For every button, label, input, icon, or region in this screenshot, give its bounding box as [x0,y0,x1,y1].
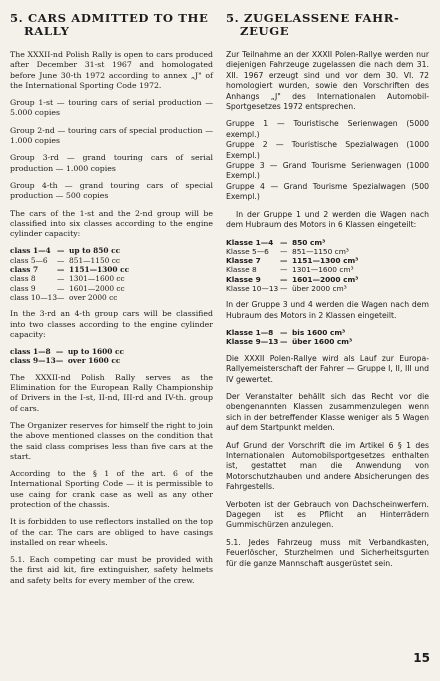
classes-table-2 [226,328,352,347]
class-row: class 7 — 1151—1300 cc [10,265,130,275]
class-row: Klasse 1—8 — bis 1600 cm³ [226,328,346,338]
intro-paragraph: The XXXII-nd Polish Rally is open to cars produced after December 31-st 1967 and homologated before June 30-th 1972 according to annex „J" of the International Sporting Code 1972. [10,50,213,90]
section-number: 5. [10,11,24,25]
class-row: class 1—4 — up to 850 cc [10,246,121,256]
group-3: Gruppe 3 — Grand Tourisme Serienwagen (1000 Exempl.) [226,161,429,181]
elimination-paragraph: The XXXII-nd Polish Rally serves as the Elimination for the European Rally Championship of Drivers in the I-st, II-nd, III-rd and IV-th. group of cars. [10,372,213,413]
classes-table [226,238,358,294]
classes-table-2 [10,347,124,366]
class-row: Klasse 9—13 — über 1600 cm³ [226,337,353,347]
group-1: Group 1-st — touring cars of serial production — 5.000 copies [10,98,213,118]
class-row: Klasse 7 — 1151—1300 cm³ [226,256,359,266]
class-row: class 5—6 — 851—1150 cc [10,255,120,265]
classes-intro: The cars of the 1-st and the 2-nd group will be classified into six classes according to the engine cylinder capacity: [10,208,213,239]
class-row: Klasse 1—4 — 850 cm³ [226,237,326,247]
class-row: class 9—13 — over 1600 cc [10,356,121,366]
section-number: 5. [226,11,240,25]
class-row: Klasse 8 — 1301—1600 cm³ [226,265,354,275]
section-title-english [10,12,213,38]
section-title-line2: ZEUGE [240,24,290,38]
class-row: Klasse 5—6 — 851—1150 cm³ [226,246,349,256]
intro-paragraph: Zur Teilnahme an der XXXII Polen-Rallye werden nur diejenigen Fahrzeuge zugelassen die nach dem 31. XII. 1967 erzeugt sind und vor dem 30. VI. 72 homologiert wurden, sowie den Vorschriften des Anhangs „J" des Internationalen Automobil-Sportgesetzes 1972 entsprechen. [226,50,429,112]
german-column [226,12,429,576]
groups-list [226,119,429,202]
group-3: Group 3-rd — grand touring cars of serial production — 1.000 copies [10,153,213,173]
section-title-german [226,12,429,38]
classes-table [10,246,129,302]
class-row: class 10—13 — over 2000 cc [10,292,118,302]
group-1: Gruppe 1 — Touristische Serienwagen (5000 exempl.) [226,119,429,139]
organizer-paragraph: Der Veranstalter behällt sich das Recht vor die obengenannten Klassen zusammenzulegen wenn sich in der betreffender Klasse weniger als 5 Wagen auf dem Startpunkt melden. [226,391,429,433]
section-title-line1: ZUGELASSENE FAHR- [243,11,400,25]
class-row: Klasse 9 — 1601—2000 cm³ [226,274,359,284]
english-column [10,12,213,593]
page-number: 15 [413,651,430,665]
group-4: Gruppe 4 — Grand Tourisme Spezialwagen (500 Exempl.) [226,181,429,202]
section-title-line2: RALLY [24,24,70,38]
group-2: Group 2-nd — touring cars of special production — 1.000 copies [10,125,213,146]
section-5-1-paragraph: 5.1. Jedes Fahrzeug muss mit Verbandkasten, Feuerlöscher, Sturzhelmen und Sicherheitsgurten für die ganze Mannschaft ausgerüstet sein. [226,537,429,568]
reflectors-paragraph: Verboten ist der Gebrauch von Dachscheinwerfern. Dagegen ist es Pflicht an Hinterrädern Gummischürzen anzulegen. [226,499,429,530]
class-row: class 1—8 — up to 1600 cc [10,347,124,357]
article-6-paragraph: According to the § 1 of the art. 6 of the International Sporting Code — it is permissible to use caing for crank case as well as any other protection of the chassis. [10,469,213,509]
class-row: Klasse 10—13 — über 2000 cm³ [226,283,347,293]
elimination-paragraph: Die XXXII Polen-Rallye wird als Lauf zur Europa-Rallyemeisterschaft der Fahrer — Gruppe I, II, III und IV gewertet. [226,353,429,384]
group-4: Group 4-th — grand touring cars of special production — 500 copies [10,180,213,201]
classes-intro: In der Gruppe 1 und 2 werden die Wagen nach dem Hubraum des Motors in 6 Klassen eingeteilt: [226,209,429,230]
reflectors-paragraph: It is forbidden to use reflectors installed on the top of the car. The cars are obliged to have casings installed on rear wheels. [10,517,213,547]
section-5-1-paragraph: 5.1. Each competing car must be provided with the first aid kit, fire extinguisher, safety helmets and safety belts for every member of the crew. [10,555,213,585]
organizer-paragraph: The Organizer reserves for himself the right to join the above mentioned classes on the condition that the said class comprises less than five cars at the start. [10,420,213,461]
class-row: class 9 — 1601—2000 cc [10,283,125,293]
class-row: class 8 — 1301—1600 cc [10,274,125,284]
section-title-line1: CARS ADMITTED TO THE [27,11,209,25]
groups-3-4-intro: In the 3-rd an 4-th group cars will be classified into two classes according to the engine cylinder capacity: [10,309,213,339]
groups-3-4-intro: In der Gruppe 3 und 4 werden die Wagen nach dem Hubraum des Motors in 2 Klassen eingeteilt. [226,300,429,320]
article-6-paragraph: Auf Grund der Vorschrift die im Artikel 6 § 1 des Internationalen Automobilsportgesetzes enthalten ist, gestattet man die Anwendung von Motorschutzhauben und andere Absicherungen des Fahrgestells. [226,440,429,492]
group-2: Gruppe 2 — Touristische Spezialwagen (1000 Exempl.) [226,140,429,160]
